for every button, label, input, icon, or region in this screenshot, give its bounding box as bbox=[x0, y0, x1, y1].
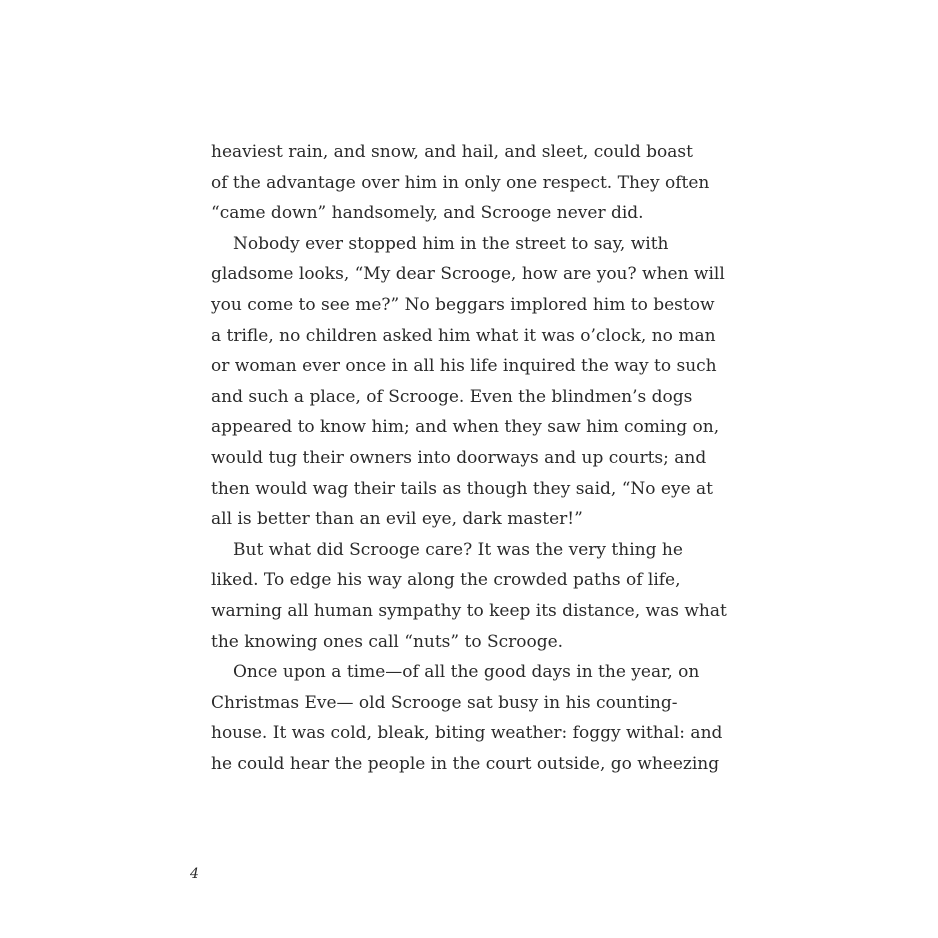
text-line: then would wag their tails as though they said, “No eye at bbox=[211, 478, 713, 499]
text-line: heaviest rain, and snow, and hail, and sleet, could boast bbox=[211, 142, 693, 162]
text-line: “came down” handsomely, and Scrooge never did. bbox=[211, 203, 644, 224]
text-line: the knowing ones call “nuts” to Scrooge. bbox=[211, 631, 564, 652]
text-line: liked. To edge his way along the crowded paths of life, bbox=[211, 570, 681, 591]
paragraph-first-line: Once upon a time—of all the good days in the year, on bbox=[233, 662, 700, 683]
text-line: warning all human sympathy to keep its distance, was what bbox=[211, 600, 727, 621]
text-line: of the advantage over him in only one respect. They often bbox=[211, 172, 710, 193]
paragraph-first-line: Nobody ever stopped him in the street to say, with bbox=[233, 233, 669, 254]
page-number: 4 bbox=[190, 866, 199, 882]
text-line: a trifle, no children asked him what it was o’clock, no man bbox=[211, 325, 716, 346]
text-line: he could hear the people in the court outside, go wheezing bbox=[211, 753, 720, 774]
text-line: would tug their owners into doorways and up courts; and bbox=[211, 447, 707, 468]
body-text bbox=[211, 137, 727, 779]
text-line: Christmas Eve— old Scrooge sat busy in his counting- bbox=[211, 692, 678, 713]
text-line: you come to see me?” No beggars implored him to bestow bbox=[211, 294, 715, 315]
text-line: all is better than an evil eye, dark master!” bbox=[211, 509, 583, 530]
text-line: or woman ever once in all his life inquired the way to such bbox=[211, 356, 717, 377]
text-line: house. It was cold, bleak, biting weather: foggy withal: and bbox=[211, 723, 723, 744]
text-line: appeared to know him; and when they saw him coming on, bbox=[211, 417, 720, 438]
paragraph-first-line: But what did Scrooge care? It was the very thing he bbox=[233, 539, 683, 560]
text-line: gladsome looks, “My dear Scrooge, how are you? when will bbox=[211, 264, 725, 285]
text-line: and such a place, of Scrooge. Even the blindmen’s dogs bbox=[211, 386, 693, 407]
